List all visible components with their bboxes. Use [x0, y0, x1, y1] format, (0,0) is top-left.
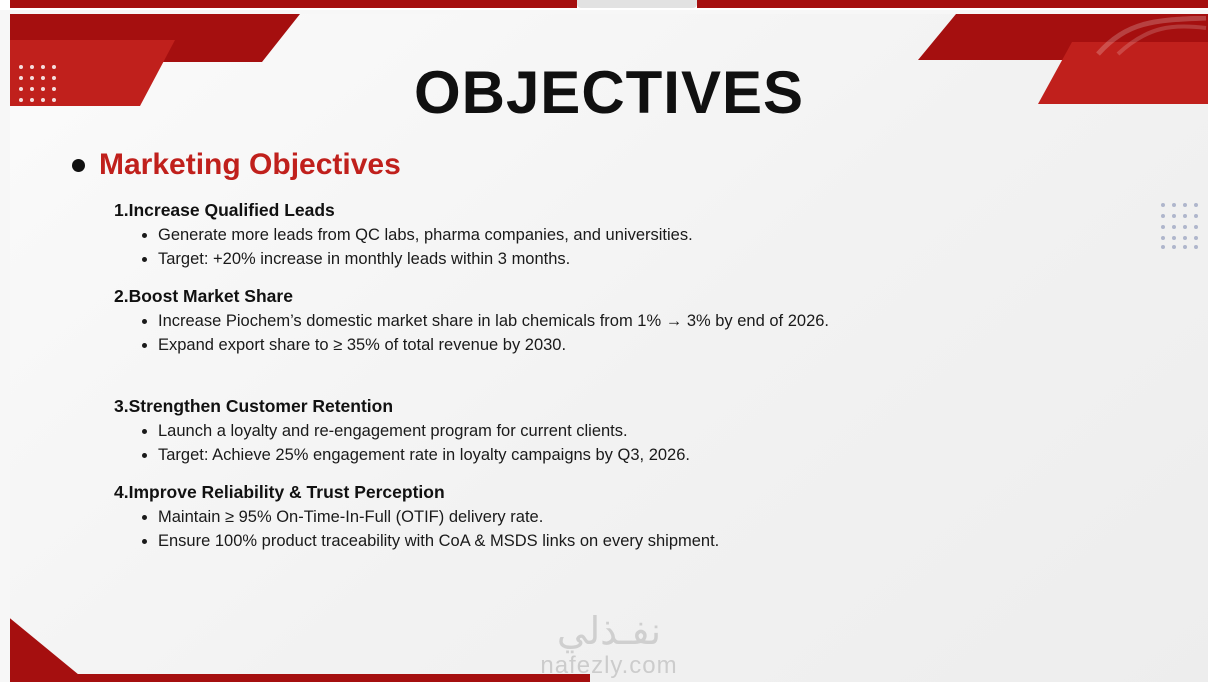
watermark-arabic: نفـذلي: [556, 609, 662, 654]
decoration-bottom-left-corner: [10, 610, 90, 682]
watermark-latin: nafezly.com: [540, 652, 678, 679]
list-item: Ensure 100% product traceability with CoA & MSDS links on every shipment.: [142, 530, 1128, 553]
top-strip-red-right: [697, 0, 1208, 8]
objective-title: 4.Improve Reliability & Trust Perception: [114, 481, 445, 502]
list-item: Target: +20% increase in monthly leads within 3 months.: [142, 248, 1128, 271]
list-item: Increase Piochem’s domestic market share in lab chemicals from 1% → 3% by end of 2026.: [142, 310, 1128, 333]
list-item: Generate more leads from QC labs, pharma companies, and universities.: [142, 224, 1128, 247]
bullet-dot-icon: [72, 159, 85, 172]
objective-title: 2.Boost Market Share: [114, 285, 293, 306]
watermark: [10, 609, 1208, 680]
objectives-list: [68, 200, 1128, 553]
objective-title: 3.Strengthen Customer Retention: [114, 395, 394, 416]
slide-top-strip: [0, 0, 1208, 10]
section-title: Marketing Objectives: [99, 148, 401, 181]
list-item: [114, 286, 1128, 358]
slide-canvas: [10, 14, 1208, 682]
list-item: Expand export share to ≥ 35% of total revenue by 2030.: [142, 334, 1128, 357]
list-item: Maintain ≥ 95% On-Time-In-Full (OTIF) delivery rate.: [142, 506, 1128, 529]
list-item: Target: Achieve 25% engagement rate in loyalty campaigns by Q3, 2026.: [142, 444, 1128, 467]
list-item: [114, 482, 1128, 554]
list-item: [114, 200, 1128, 272]
swoosh-icon: [1088, 16, 1208, 56]
objective-points: [114, 506, 1128, 554]
list-item: [114, 396, 1128, 468]
decoration-bottom-bar: [10, 674, 590, 682]
objective-points: [114, 420, 1128, 468]
dot-grid-right-icon: [1160, 202, 1204, 250]
slide-content: [68, 148, 1128, 567]
top-strip-tab: [577, 0, 697, 8]
list-item: Launch a loyalty and re-engagement program for current clients.: [142, 420, 1128, 443]
top-strip-red-left: [10, 0, 577, 8]
objective-points: [114, 310, 1128, 358]
objective-points: [114, 224, 1128, 272]
section-header: [68, 148, 1128, 182]
page-title: OBJECTIVES: [413, 59, 805, 126]
objective-title: 1.Increase Qualified Leads: [114, 200, 335, 220]
